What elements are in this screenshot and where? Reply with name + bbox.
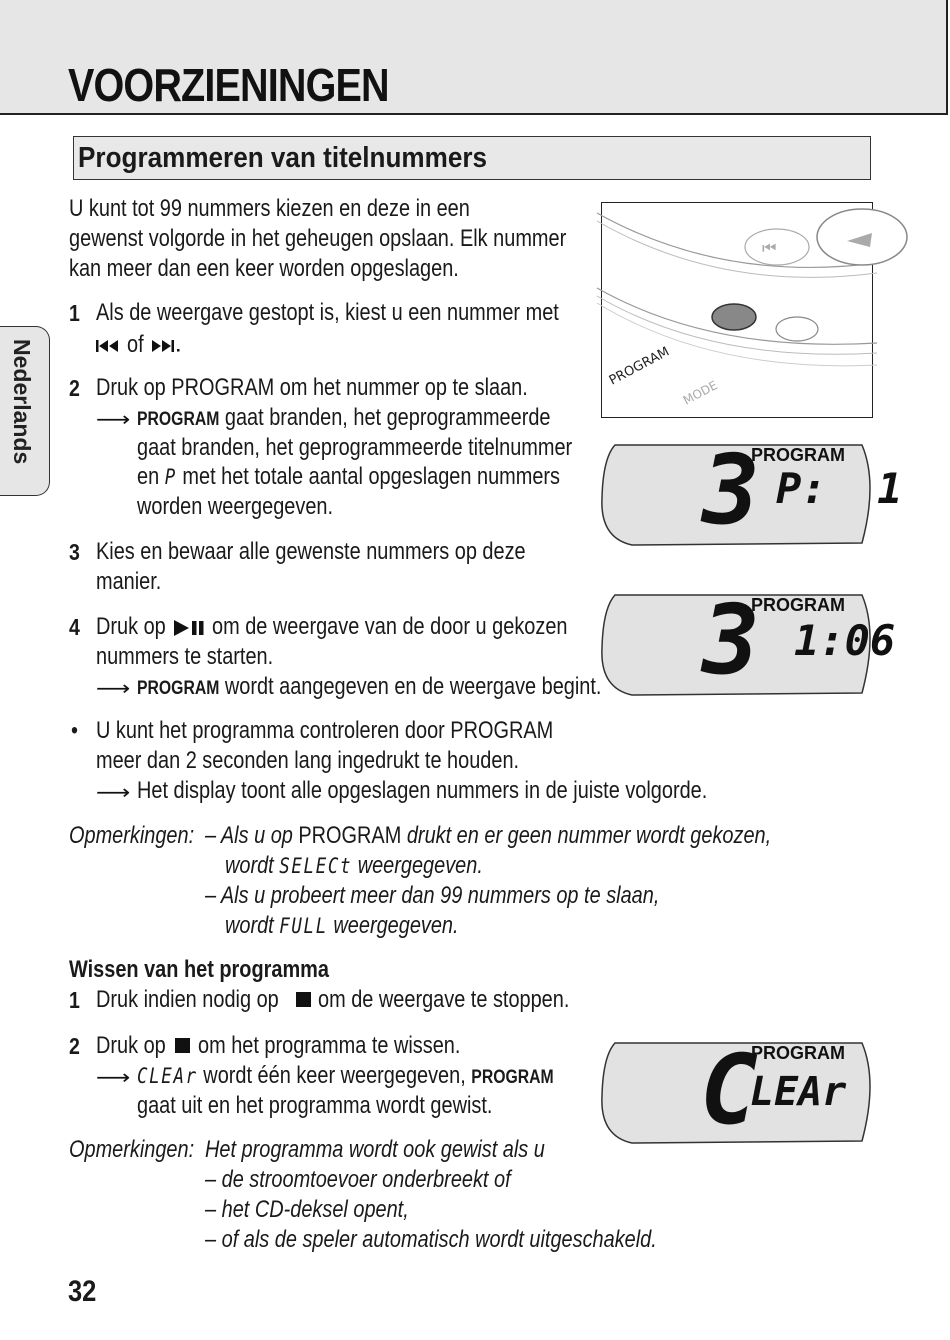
note-text: drukt en er geen nummer wordt gekozen, <box>406 822 772 849</box>
lcd-display-program-time <box>600 584 896 706</box>
step-text: of <box>127 331 144 358</box>
note-text: wordt <box>225 912 274 939</box>
bullet-symbol: • <box>71 717 78 744</box>
lcd-text: FULL <box>279 914 328 938</box>
lcd-text: SELECt <box>279 854 353 878</box>
play-pause-icon <box>174 619 208 637</box>
lcd-value: LEAr <box>750 1069 847 1115</box>
next-icon <box>152 339 182 353</box>
intro-line: kan meer dan een keer worden opgeslagen. <box>69 255 459 282</box>
intro-line: U kunt tot 99 nummers kiezen en deze in een <box>69 195 470 222</box>
step-result <box>137 1061 554 1093</box>
step-text: Druk op <box>96 613 166 640</box>
note-line: Het programma wordt ook gewist als u <box>205 1136 545 1163</box>
bullet-result: Het display toont alle opgeslagen nummers in de juiste volgorde. <box>137 777 708 804</box>
section-title: Programmeren van titelnummers <box>78 142 488 174</box>
note-line: – het CD-deksel opent, <box>205 1196 409 1223</box>
result-text: gaat branden, het geprogrammeerde <box>224 404 551 431</box>
note-text: weergegeven. <box>357 852 483 879</box>
step-text: Als de weergave gestopt is, kiest u een nummer met <box>96 299 559 326</box>
lcd-big-letter: C <box>700 1034 758 1146</box>
cd-player-drawing <box>602 203 872 417</box>
note-text: weergegeven. <box>333 912 459 939</box>
bullet-text: U kunt het programma controleren door PROGRAM <box>96 717 554 744</box>
subsection-heading: Wissen van het programma <box>69 956 329 983</box>
lcd-text: CLEAr <box>137 1064 198 1088</box>
notes-label: Opmerkingen: <box>69 822 195 849</box>
step-result: gaat branden, het geprogrammeerde titelnummer <box>137 434 573 461</box>
program-button-drawing <box>712 304 756 330</box>
step-text: om de weergave van de door u gekozen <box>212 613 568 640</box>
lcd-text: P <box>164 465 177 489</box>
device-illustration <box>601 202 873 418</box>
previous-icon <box>96 339 120 353</box>
result-arrow-icon: ⟶ <box>96 782 131 804</box>
step-text: Druk op <box>96 1032 166 1059</box>
step-text: om het programma te wissen. <box>198 1032 461 1059</box>
step-text: Kies en bewaar alle gewenste nummers op deze <box>96 538 526 565</box>
language-tab-label: Nederlands <box>9 339 35 465</box>
svg-text:⏮: ⏮ <box>762 238 777 257</box>
mode-button-drawing <box>776 317 818 341</box>
step-number: 1 <box>69 987 80 1013</box>
step-result <box>137 462 560 492</box>
note-line: – de stroomtoevoer onderbreekt of <box>205 1166 511 1193</box>
lcd-value: 1:06 <box>794 616 896 665</box>
lcd-program-label: PROGRAM <box>751 445 845 465</box>
step-text: nummers te starten. <box>96 643 274 670</box>
bullet-text: meer dan 2 seconden lang ingedrukt te houden. <box>96 747 520 774</box>
lcd-program-label: PROGRAM <box>751 595 845 615</box>
step-text: Druk op PROGRAM om het nummer op te slaan. <box>96 374 528 401</box>
note-line <box>225 911 459 941</box>
result-text: wordt aangegeven en de weergave begint. <box>224 673 602 700</box>
step-number: 3 <box>69 539 80 565</box>
step-text: Druk indien nodig op <box>96 986 279 1013</box>
step-result: gaat uit en het programma wordt gewist. <box>137 1092 493 1119</box>
stop-icon <box>175 1038 190 1053</box>
step-number: 1 <box>69 300 80 326</box>
page-number: 32 <box>68 1275 97 1308</box>
result-text: met het totale aantal opgeslagen nummers <box>182 463 561 490</box>
note-line: – of als de speler automatisch wordt uitgeschakeld. <box>205 1226 657 1253</box>
previous-button-drawing <box>745 229 809 265</box>
result-arrow-icon: ⟶ <box>96 678 131 700</box>
result-arrow-icon: ⟶ <box>96 1067 131 1089</box>
program-indicator-label: PROGRAM <box>137 409 220 430</box>
note-line <box>205 821 771 851</box>
language-tab <box>0 326 50 496</box>
result-arrow-icon: ⟶ <box>96 409 131 431</box>
step-result: worden weergegeven. <box>137 493 334 520</box>
program-indicator-label: PROGRAM <box>471 1067 554 1088</box>
step-text: manier. <box>96 568 162 595</box>
lcd-track-number: 3 <box>702 584 760 696</box>
lcd-track-number: 3 <box>702 434 760 546</box>
note-line: – Als u probeert meer dan 99 nummers op te slaan, <box>205 882 660 909</box>
step-text: om de weergave te stoppen. <box>318 986 570 1013</box>
program-indicator-label: PROGRAM <box>137 678 220 699</box>
result-text: wordt één keer weergegeven, <box>203 1062 466 1089</box>
note-line <box>225 851 483 881</box>
result-text: en <box>137 463 160 490</box>
intro-line: gewenst volgorde in het geheugen opslaan. Elk nummer <box>69 225 567 252</box>
page-title: VOORZIENINGEN <box>68 59 389 111</box>
section-header <box>73 136 871 180</box>
lcd-display-clear <box>600 1034 875 1154</box>
step-number: 4 <box>69 614 80 640</box>
notes-label: Opmerkingen: <box>69 1136 195 1163</box>
step-number: 2 <box>69 1033 80 1059</box>
lcd-program-label: PROGRAM <box>751 1043 845 1063</box>
note-text: PROGRAM <box>298 822 402 849</box>
note-text: wordt <box>225 852 274 879</box>
lcd-display-program-p1 <box>600 434 903 556</box>
stop-icon <box>296 992 311 1007</box>
illus-program-label: PROGRAM <box>606 344 672 389</box>
illus-mode-label: MODE <box>680 378 720 408</box>
note-text: – Als u op <box>205 822 293 849</box>
step-result <box>137 672 601 704</box>
lcd-value: P: 1 <box>776 464 903 513</box>
step-result <box>137 403 550 435</box>
step-number: 2 <box>69 375 80 401</box>
